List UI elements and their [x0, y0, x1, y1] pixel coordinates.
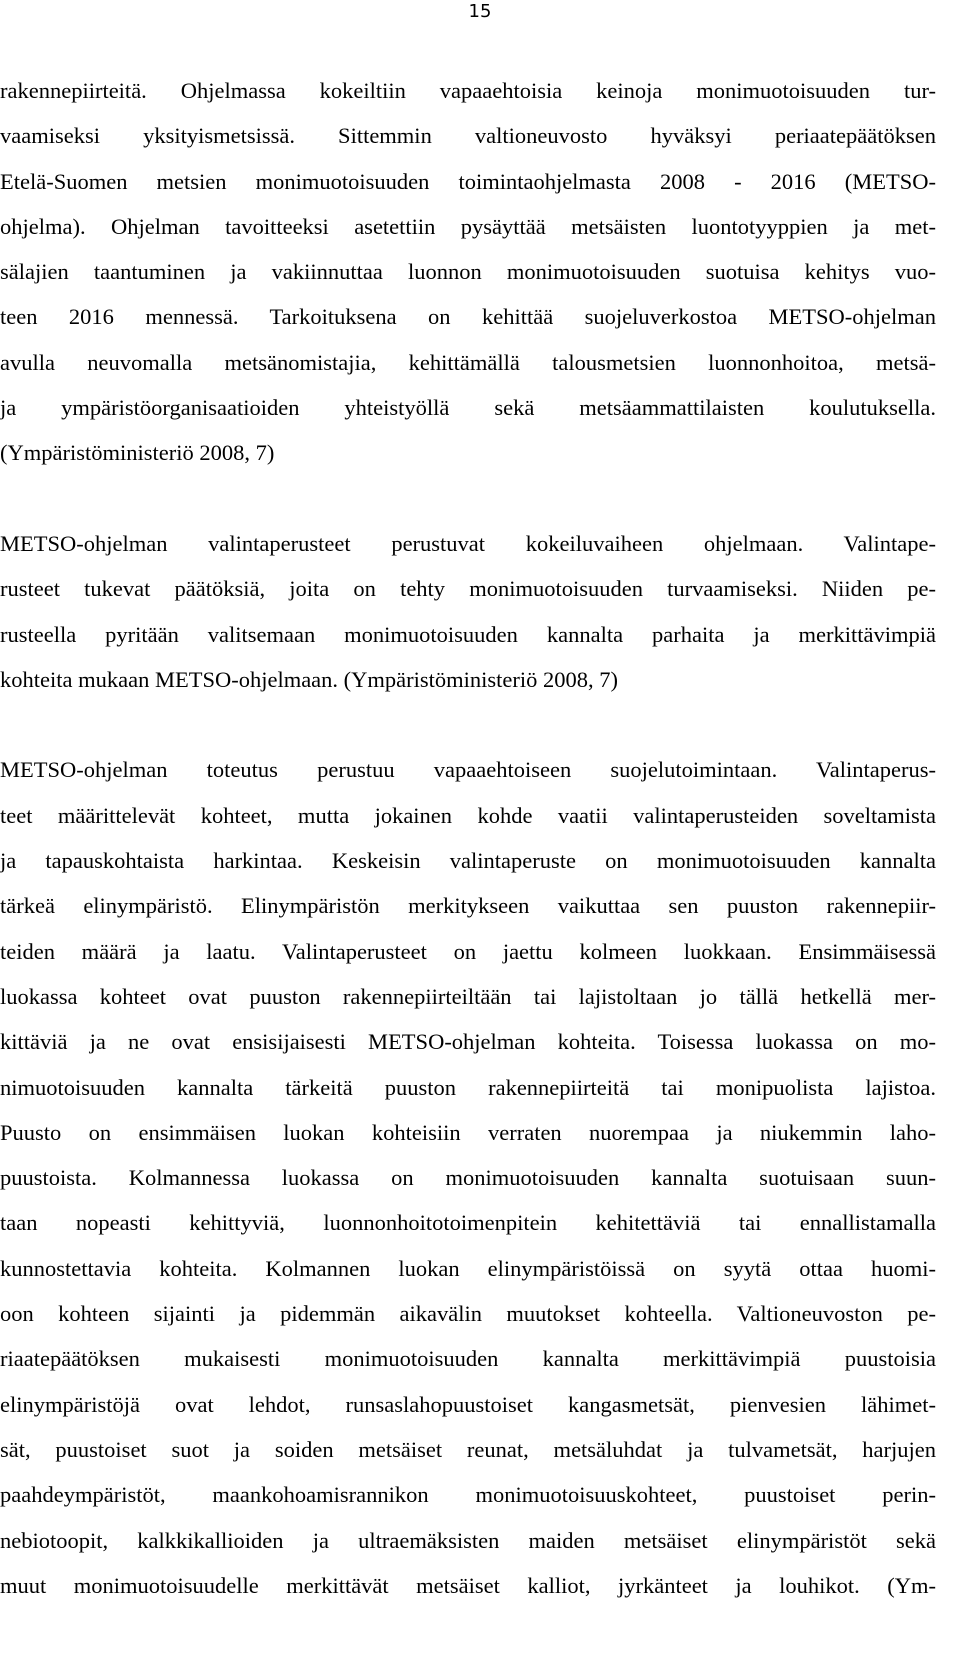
text-line: kohteita mukaan METSO-ohjelmaan. (Ympäristöministeriö 2008, 7) [0, 666, 619, 692]
text-line: teet määrittelevät kohteet, mutta jokainen kohde vaatii valintaperusteiden soveltamista [0, 802, 936, 828]
text-line: ja tapauskohtaista harkintaa. Keskeisin valintaperuste on monimuotoisuuden kannalta [0, 848, 936, 874]
text-line: oon kohteen sijainti ja pidemmän aikavälin muutokset kohteella. Valtioneuvoston pe- [0, 1301, 936, 1327]
text-line: elinympäristöjä ovat lehdot, runsaslahopuustoiset kangasmetsät, pienvesien lähimet- [0, 1391, 936, 1417]
page-number: 15 [468, 1, 492, 22]
text-line: ohjelma). Ohjelman tavoitteeksi asetettiin pysäyttää metsäisten luontotyyppien ja met- [0, 213, 936, 239]
text-line: METSO-ohjelman toteutus perustuu vapaaehtoiseen suojelutoimintaan. Valintaperus- [0, 757, 936, 783]
text-line: avulla neuvomalla metsänomistajia, kehittämällä talousmetsien luonnonhoitoa, metsä- [0, 349, 936, 375]
document-body [0, 68, 936, 1608]
text-line: sälajien taantuminen ja vakiinnuttaa luonnon monimuotoisuuden suotuisa kehitys vuo- [0, 259, 936, 285]
text-line: (Ympäristöministeriö 2008, 7) [0, 440, 275, 466]
text-line: paahdeympäristöt, maankohoamisrannikon monimuotoisuuskohteet, puustoiset perin- [0, 1482, 936, 1508]
text-line: kittäviä ja ne ovat ensisijaisesti METSO-ohjelman kohteita. Toisessa luokassa on mo- [0, 1029, 936, 1055]
paragraph-metso-background [0, 68, 936, 476]
text-line: Etelä-Suomen metsien monimuotoisuuden toimintaohjelmasta 2008 - 2016 (METSO- [0, 168, 936, 194]
text-line: teen 2016 mennessä. Tarkoituksena on kehittää suojeluverkostoa METSO-ohjelman [0, 304, 936, 330]
text-line: teiden määrä ja laatu. Valintaperusteet on jaettu kolmeen luokkaan. Ensimmäisessä [0, 938, 936, 964]
text-line: nimuotoisuuden kannalta tärkeitä puuston rakennepiirteitä tai monipuolista lajistoa. [0, 1074, 936, 1100]
paragraph-selection-criteria [0, 521, 936, 702]
text-line: puustoista. Kolmannessa luokassa on monimuotoisuuden kannalta suotuisaan suun- [0, 1165, 936, 1191]
text-line: vaamiseksi yksityismetsissä. Sittemmin valtioneuvosto hyväksyi periaatepäätöksen [0, 123, 936, 149]
text-line: rusteella pyritään valitsemaan monimuotoisuuden kannalta parhaita ja merkittävimpiä [0, 621, 936, 647]
text-line: nebiotoopit, kalkkikallioiden ja ultraemäksisten maiden metsäiset elinympäristöt sekä [0, 1527, 936, 1553]
text-line: Puusto on ensimmäisen luokan kohteisiin verraten nuorempaa ja niukemmin laho- [0, 1119, 936, 1145]
paragraph-implementation [0, 747, 936, 1608]
text-line: kunnostettavia kohteita. Kolmannen luokan elinympäristöissä on syytä ottaa huomi- [0, 1255, 936, 1281]
text-line: riaatepäätöksen mukaisesti monimuotoisuuden kannalta merkittävimpiä puustoisia [0, 1346, 936, 1372]
text-line: luokassa kohteet ovat puuston rakennepiirteiltään tai lajistoltaan jo tällä hetkellä mer- [0, 983, 936, 1009]
text-line: muut monimuotoisuudelle merkittävät metsäiset kalliot, jyrkänteet ja louhikot. (Ym- [0, 1572, 936, 1598]
text-line: ja ympäristöorganisaatioiden yhteistyöllä sekä metsäammattilaisten koulutuksella. [0, 395, 936, 421]
text-line: sät, puustoiset suot ja soiden metsäiset reunat, metsäluhdat ja tulvametsät, harjujen [0, 1436, 936, 1462]
text-line: rakennepiirteitä. Ohjelmassa kokeiltiin vapaaehtoisia keinoja monimuotoisuuden tur- [0, 78, 936, 103]
text-line: rusteet tukevat päätöksiä, joita on tehty monimuotoisuuden turvaamiseksi. Niiden pe- [0, 576, 936, 602]
text-line: tärkeä elinympäristö. Elinympäristön merkitykseen vaikuttaa sen puuston rakennepiir- [0, 893, 936, 919]
text-line: taan nopeasti kehittyviä, luonnonhoitotoimenpitein kehitettäviä tai ennallistamalla [0, 1210, 936, 1236]
text-line: METSO-ohjelman valintaperusteet perustuvat kokeiluvaiheen ohjelmaan. Valintape- [0, 530, 936, 556]
